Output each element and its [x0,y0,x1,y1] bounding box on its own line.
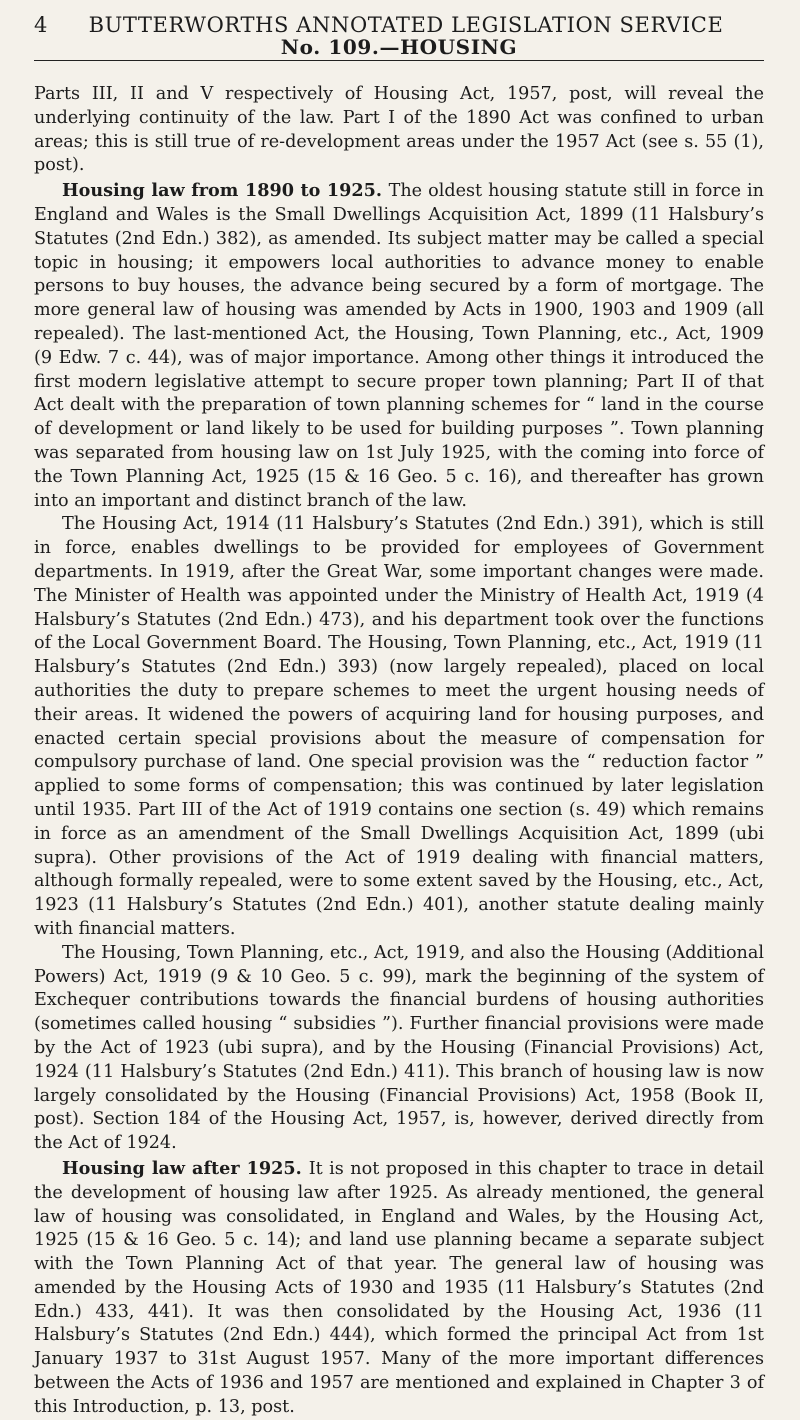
paragraph-4 [34,942,764,1156]
paragraph-text: It is not proposed in this chapter to trace in detail the development of housing law after 1925. As already mentioned, the general law of housing was consolidated, in England and Wales, by the Housing Act, 1925 (15 & 16 Geo. 5 c. 14); and land use planning became a separate subject with the Town Planning Act of that year. The general law of housing was amended by the Housing Acts of 1930 and 1935 (11 Halsbury’s Statutes (2nd Edn.) 433, 441). It was then consolidated by the Housing Act, 1936 (11 Halsbury’s Statutes (2nd Edn.) 444), which formed the principal Act from 1st January 1937 to 31st August 1957. Many of the more important differences between the Acts of 1936 and 1957 are mentioned and explained in Chapter 3 of this Introduction, p. 13, post. [34,1158,765,1417]
paragraph-text: The Housing, Town Planning, etc., Act, 1919, and also the Housing (Additional Powers) Act, 1919 (9 & 10 Geo. 5 c. 99), mark the beginning of the system of Exchequer contributions towards the financial burdens of housing authorities (sometimes called housing “ subsidies ”). Further financial provisions were made by the Act of 1923 (ubi supra), and by the Housing (Financial Provisions) Act, 1924 (11 Halsbury’s Statutes (2nd Edn.) 411). This branch of housing law is now largely consolidated by the Housing (Financial Provisions) Act, 1958 (Book II, post). Section 184 of the Housing Act, 1957, is, however, derived directly from the Act of 1924. [34,942,764,1154]
page-number: 4 [34,13,48,37]
body-text [34,83,764,1420]
running-title: BUTTERWORTHS ANNOTATED LEGISLATION SERVICE [88,13,724,37]
paragraph-text: The oldest housing statute still in force in England and Wales is the Small Dwellings Acquisition Act, 1899 (11 Halsbury’s Statutes (2nd Edn.) 382), as amended. Its subject matter may be called a special topic in housing; it empowers local authorities to advance money to enable persons to buy houses, the advance being secured by a form of mortgage. The more general law of housing was amended by Acts in 1900, 1903 and 1909 (all repealed). The last-mentioned Act, the Housing, Town Planning, etc., Act, 1909 (9 Edw. 7 c. 44), was of major importance. Among other things it introduced the first modern legislative attempt to secure proper town planning; Part II of that Act dealt with the preparation of town planning schemes for “ land in the course of development or land likely to be used for building purposes ”. Town planning was separated from housing law on 1st July 1925, with the coming into force of the Town Planning Act, 1925 (15 & 16 Geo. 5 c. 16), and thereafter has grown into an important and distinct branch of the law. [34,181,765,511]
running-header [34,14,764,36]
chapter-subtitle: No. 109.—HOUSING [280,35,518,60]
paragraph-3 [34,513,764,941]
paragraph-5 [34,1157,764,1420]
paragraph-1 [34,83,764,178]
section-heading: Housing law after 1925. [62,1157,309,1179]
header-rule [34,60,764,61]
section-heading: Housing law from 1890 to 1925. [62,180,389,202]
paragraph-text: The Housing Act, 1914 (11 Halsbury’s Statutes (2nd Edn.) 391), which is still in force, enables dwellings to be provided for employees of Government departments. In 1919, after the Great War, some important changes were made. The Minister of Health was appointed under the Ministry of Health Act, 1919 (4 Halsbury’s Statutes (2nd Edn.) 473), and his department took over the functions of the Local Government Board. The Housing, Town Planning, etc., Act, 1919 (11 Halsbury’s Statutes (2nd Edn.) 393) (now largely repealed), placed on local authorities the duty to prepare schemes to meet the urgent housing needs of their areas. It widened the powers of acquiring land for housing purposes, and enacted certain special provisions about the measure of compensation for compulsory purchase of land. One special provision was the “ reduction factor ” applied to some forms of compensation; this was continued by later legislation until 1935. Part III of the Act of 1919 contains one section (s. 49) which remains in force as an amendment of the Small Dwellings Acquisition Act, 1899 (ubi supra). Other provisions of the Act of 1919 dealing with financial matters, although formally repealed, were to some extent saved by the Housing, etc., Act, 1923 (11 Halsbury’s Statutes (2nd Edn.) 401), another statute dealing mainly with financial matters. [34,514,764,939]
paragraph-text: Parts III, II and V respectively of Housing Act, 1957, post, will reveal the underlying continuity of the law. Part I of the 1890 Act was confined to urban areas; this is still true of re-development areas under the 1957 Act (see s. 55 (1), post). [34,84,764,176]
paragraph-2 [34,179,764,513]
